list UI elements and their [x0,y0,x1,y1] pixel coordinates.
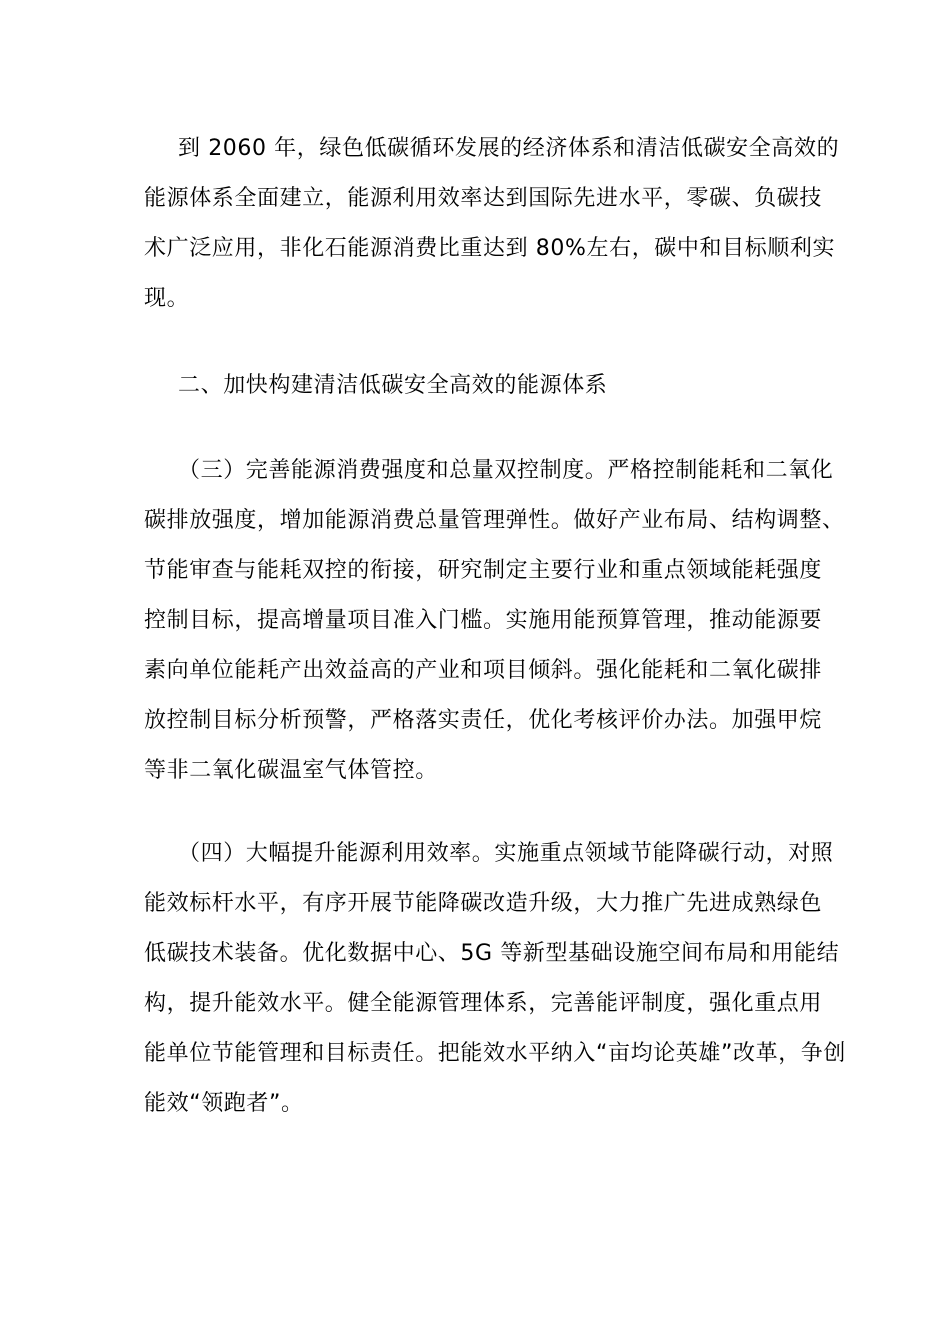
text-line: （三）完善能源消费强度和总量双控制度。严格控制能耗和二氧化 [178,458,834,483]
text-line: 现。 [144,286,190,311]
text-line: 控制目标，提高增量项目准入门槛。实施用能预算管理，推动能源要 [144,608,823,633]
text-line: 低碳技术装备。优化数据中心、5G 等新型基础设施空间布局和用能结 [144,941,840,966]
text-line: 碳排放强度，增加能源消费总量管理弹性。做好产业布局、结构调整、 [144,508,845,533]
paragraph-4-energy-efficiency [144,829,846,1129]
text-line: 能效标杆水平，有序开展节能降碳改造升级，大力推广先进成熟绿色 [144,891,823,916]
text-line: 素向单位能耗产出效益高的产业和项目倾斜。强化能耗和二氧化碳排 [144,658,823,683]
text-line: 能效“领跑者”。 [144,1091,304,1116]
text-line: 节能审查与能耗双控的衔接，研究制定主要行业和重点领域能耗强度 [144,558,823,583]
paragraph-2060-goals [144,124,840,324]
paragraph-3-dual-control [144,446,845,796]
text-line: 能单位节能管理和目标责任。把能效水平纳入“亩均论英雄”改革，争创 [144,1041,846,1066]
text-line: 到 2060 年，绿色低碳循环发展的经济体系和清洁低碳安全高效的 [178,136,840,161]
text-line: 术广泛应用，非化石能源消费比重达到 80%左右，碳中和目标顺利实 [144,236,836,261]
text-line: 构，提升能效水平。健全能源管理体系，完善能评制度，强化重点用 [144,991,823,1016]
section-heading: 二、加快构建清洁低碳安全高效的能源体系 [178,373,608,398]
text-line: 能源体系全面建立，能源利用效率达到国际先进水平，零碳、负碳技 [144,186,823,211]
text-line: 等非二氧化碳温室气体管控。 [144,758,438,783]
text-line: 放控制目标分析预警，严格落实责任，优化考核评价办法。加强甲烷 [144,708,823,733]
text-line: （四）大幅提升能源利用效率。实施重点领域节能降碳行动，对照 [178,841,834,866]
